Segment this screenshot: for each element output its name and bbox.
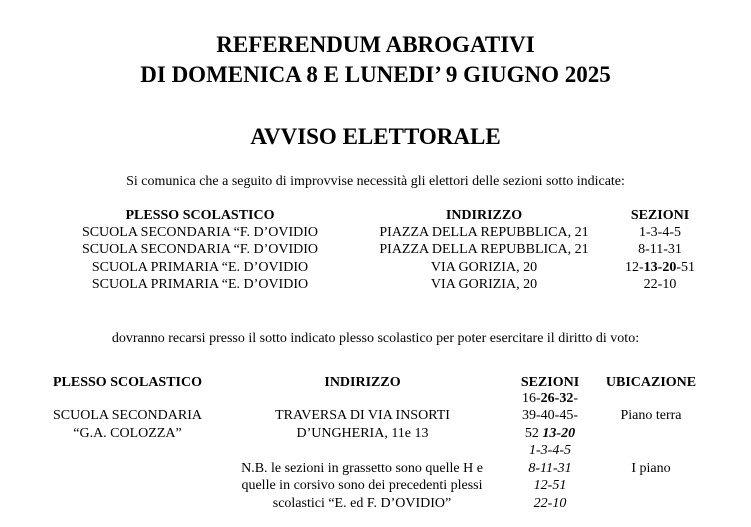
- t1-row-1-plesso: SCUOLA SECONDARIA “F. D’OVIDIO: [81, 225, 319, 240]
- t2-ubicazione-1: Piano terra: [620, 408, 682, 423]
- t1-header-sezioni: SEZIONI: [630, 208, 690, 223]
- t2-sezioni-line-6: 12-51: [533, 478, 567, 493]
- t2-header-ubicazione: UBICAZIONE: [605, 375, 697, 390]
- t1-row-2-indirizzo: PIAZZA DELLA REPUBBLICA, 21: [379, 242, 589, 257]
- t2-note-line-1: N.B. le sezioni in grassetto sono quelle H e: [241, 461, 483, 476]
- t1-row-1-indirizzo: PIAZZA DELLA REPUBBLICA, 21: [379, 225, 589, 240]
- t2-indirizzo-line-1: TRAVERSA DI VIA INSORTI: [275, 408, 450, 423]
- t2-sezioni-line-4: 1-3-4-5: [529, 443, 571, 458]
- t1-row-3-sezioni: 12-13-20-51: [624, 260, 695, 275]
- subtitle: AVVISO ELETTORALE: [250, 124, 501, 149]
- t2-note-line-2: quelle in corsivo sono dei precedenti plessi: [241, 478, 483, 493]
- title-line-1: REFERENDUM ABROGATIVI: [216, 32, 535, 57]
- t1-row-2-plesso: SCUOLA SECONDARIA “F. D’OVIDIO: [81, 242, 319, 257]
- t2-sezioni-line-2: 39-40-45-: [522, 408, 578, 423]
- t1-header-indirizzo: INDIRIZZO: [445, 208, 523, 223]
- t1-row-3-indirizzo: VIA GORIZIA, 20: [430, 260, 538, 275]
- t2-sezioni-line-1: 16-26-32-: [521, 391, 578, 406]
- t1-row-2-sezioni: 8-11-31: [638, 242, 682, 257]
- middle-text: dovranno recarsi presso il sotto indicato plesso scolastico per poter esercitare il diritto di voto:: [111, 331, 640, 346]
- t1-row-4-plesso: SCUOLA PRIMARIA “E. D’OVIDIO: [91, 277, 309, 292]
- t2-header-indirizzo: INDIRIZZO: [324, 375, 401, 390]
- t2-plesso-line-1: SCUOLA SECONDARIA: [53, 408, 202, 423]
- t2-ubicazione-2: I piano: [631, 461, 671, 476]
- t2-header-plesso: PLESSO SCOLASTICO: [53, 375, 202, 390]
- t2-sezioni-line-3: 52 13-20: [524, 426, 576, 441]
- t2-plesso-line-2: “G.A. COLOZZA”: [73, 426, 182, 441]
- t2-header-sezioni: SEZIONI: [520, 375, 580, 390]
- t1-row-1-sezioni: 1-3-4-5: [639, 225, 681, 240]
- t1-row-4-indirizzo: VIA GORIZIA, 20: [430, 277, 538, 292]
- t1-row-3-plesso: SCUOLA PRIMARIA “E. D’OVIDIO: [91, 260, 309, 275]
- t2-sezioni-line-7: 22-10: [533, 496, 567, 511]
- t1-row-4-sezioni: 22-10: [643, 277, 677, 292]
- t1-header-plesso: PLESSO SCOLASTICO: [125, 208, 275, 223]
- t2-sezioni-line-5: 8-11-31: [528, 461, 572, 476]
- title-line-2: DI DOMENICA 8 E LUNEDI’ 9 GIUGNO 2025: [140, 62, 611, 87]
- t2-note-line-3: scolastici “E. ed F. D’OVIDIO”: [272, 496, 452, 511]
- intro-text: Si comunica che a seguito di improvvise necessità gli elettori delle sezioni sotto indicate:: [126, 174, 625, 189]
- t2-indirizzo-line-2: D’UNGHERIA, 11e 13: [296, 426, 429, 441]
